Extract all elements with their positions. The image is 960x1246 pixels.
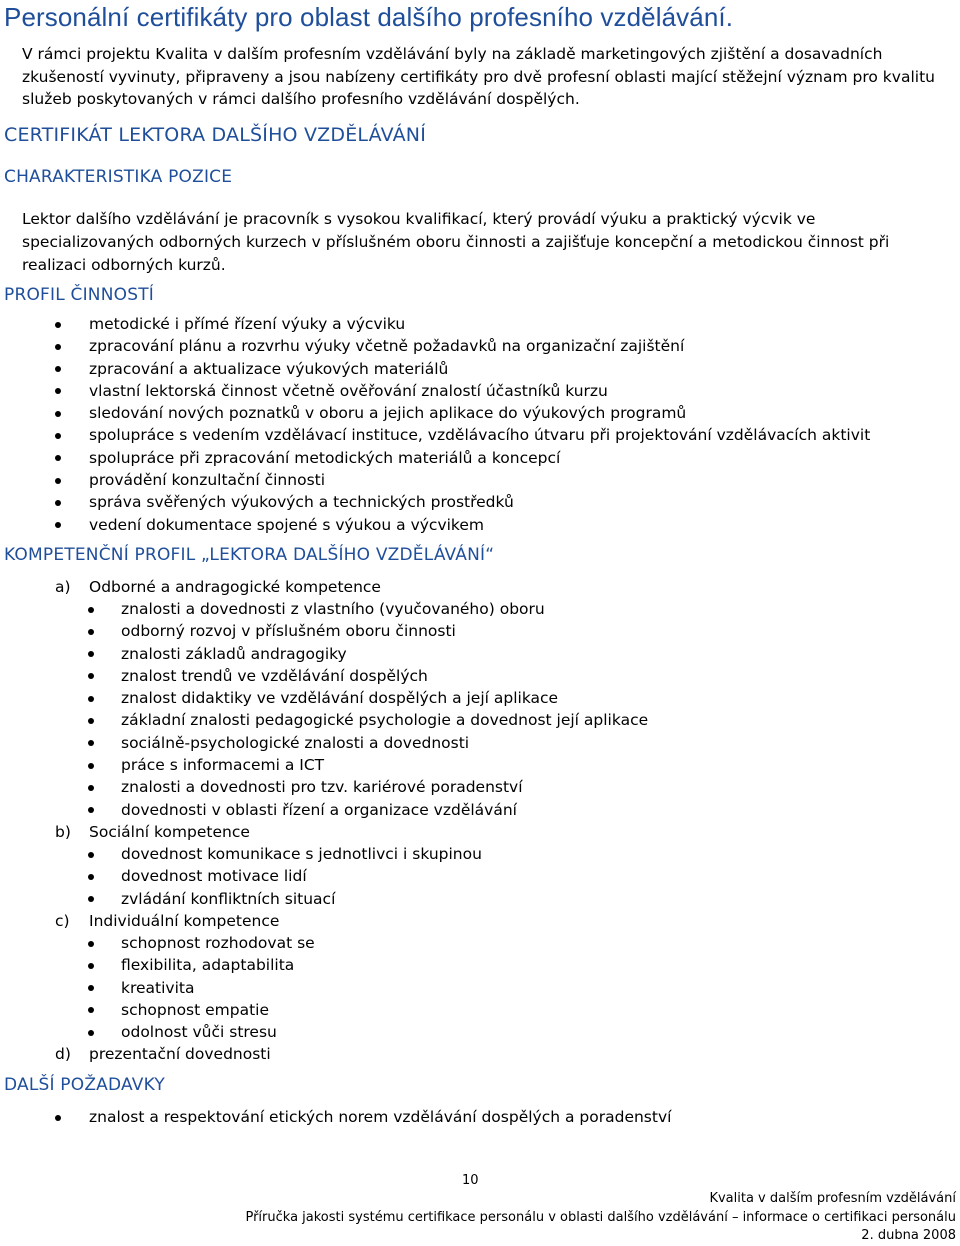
list-item: spolupráce s vedením vzdělávací instituce, vzdělávacího útvaru při projektování vzdělávacích aktivit — [0, 424, 870, 446]
intro-paragraph: V rámci projektu Kvalita v dalším profesním vzdělávání byly na základě marketingových zjištění a dosavadních zkušeností vyvinuty, připraveny a jsou nabízeny certifikáty pro dvě profesní oblasti mající stěžejní význam pro kvalitu služeb poskytovaných v rámci dalšího profesního vzdělávání dospělých. — [22, 45, 935, 108]
list-item: flexibilita, adaptabilita — [0, 954, 315, 976]
list-item: sociálně-psychologické znalosti a dovednosti — [0, 732, 648, 754]
section-title: Individuální kompetence — [89, 912, 280, 930]
section-title: prezentační dovednosti — [89, 1045, 271, 1063]
section-title: Odborné a andragogické kompetence — [89, 578, 381, 596]
list-item: vedení dokumentace spojené s výukou a výcvikem — [0, 514, 870, 536]
list-item: spolupráce při zpracování metodických materiálů a koncepcí — [0, 447, 870, 469]
heading-competence-profile: KOMPETENČNÍ PROFIL „LEKTORA DALŠÍHO VZDĚLÁVÁNÍ“ — [4, 545, 495, 565]
list-item: znalosti základů andragogiky — [0, 643, 648, 665]
list-item: znalost a respektování etických norem vzdělávání dospělých a poradenství — [0, 1106, 671, 1128]
position-description: Lektor dalšího vzdělávání je pracovník s vysokou kvalifikací, který provádí výuku a praktický výcvik ve specializovaných odborných kurzech v příslušném oboru činnosti a zajišťuje koncepční a metodickou činnost při realizaci odborných kurzů. — [22, 210, 890, 274]
list-item: znalost trendů ve vzdělávání dospělých — [0, 665, 648, 687]
list-item: znalosti a dovednosti z vlastního (vyučovaného) oboru — [0, 598, 648, 620]
list-item: metodické i přímé řízení výuky a výcviku — [0, 313, 870, 335]
list-item: znalosti a dovednosti pro tzv. kariérové poradenství — [0, 776, 648, 798]
list-item: vlastní lektorská činnost včetně ověřování znalostí účastníků kurzu — [0, 380, 870, 402]
heading-activity-profile: PROFIL ČINNOSTÍ — [4, 285, 154, 305]
list-item: správa svěřených výukových a technických prostředků — [0, 491, 870, 513]
list-item: zpracování a aktualizace výukových materiálů — [0, 358, 870, 380]
heading-certificate: CERTIFIKÁT LEKTORA DALŠÍHO VZDĚLÁVÁNÍ — [4, 124, 427, 146]
activities-list — [0, 313, 870, 536]
section-letter: d) — [55, 1045, 71, 1063]
list-item: odborný rozvoj v příslušném oboru činnosti — [0, 620, 648, 642]
footer-line: Příručka jakosti systému certifikace personálu v oblasti dalšího vzdělávání – informace o certifikaci personálu — [245, 1209, 956, 1225]
list-item: dovednost komunikace s jednotlivci i skupinou — [0, 843, 482, 865]
list-item: práce s informacemi a ICT — [0, 754, 648, 776]
other-requirements-list — [0, 1106, 671, 1128]
section-letter: c) — [55, 912, 70, 930]
page-title: Personální certifikáty pro oblast dalšího profesního vzdělávání. — [4, 2, 734, 32]
list-item: schopnost empatie — [0, 999, 315, 1021]
list-item: zvládání konfliktních situací — [0, 888, 482, 910]
list-item: sledování nových poznatků v oboru a jejich aplikace do výukových programů — [0, 402, 870, 424]
list-item: základní znalosti pedagogické psychologie a dovednost její aplikace — [0, 709, 648, 731]
section-c-list — [0, 932, 315, 1043]
footer-date: 2. dubna 2008 — [861, 1228, 956, 1243]
section-b-list — [0, 843, 482, 910]
list-item: odolnost vůči stresu — [0, 1021, 315, 1043]
list-item: kreativita — [0, 977, 315, 999]
list-item: zpracování plánu a rozvrhu výuky včetně požadavků na organizační zajištění — [0, 335, 870, 357]
list-item: provádění konzultační činnosti — [0, 469, 870, 491]
heading-position-characteristics: CHARAKTERISTIKA POZICE — [4, 167, 233, 187]
footer-line: Kvalita v dalším profesním vzdělávání — [709, 1191, 956, 1206]
list-item: dovednost motivace lidí — [0, 865, 482, 887]
heading-other-requirements: DALŠÍ POŽADAVKY — [4, 1075, 165, 1095]
section-title: Sociální kompetence — [89, 823, 250, 841]
section-letter: a) — [55, 578, 71, 596]
list-item: schopnost rozhodovat se — [0, 932, 315, 954]
section-a-list — [0, 598, 648, 821]
list-item: dovednosti v oblasti řízení a organizace vzdělávání — [0, 799, 648, 821]
page-number: 10 — [462, 1173, 479, 1188]
page-footer — [245, 1190, 956, 1246]
list-item: znalost didaktiky ve vzdělávání dospělých a její aplikace — [0, 687, 648, 709]
section-letter: b) — [55, 823, 71, 841]
